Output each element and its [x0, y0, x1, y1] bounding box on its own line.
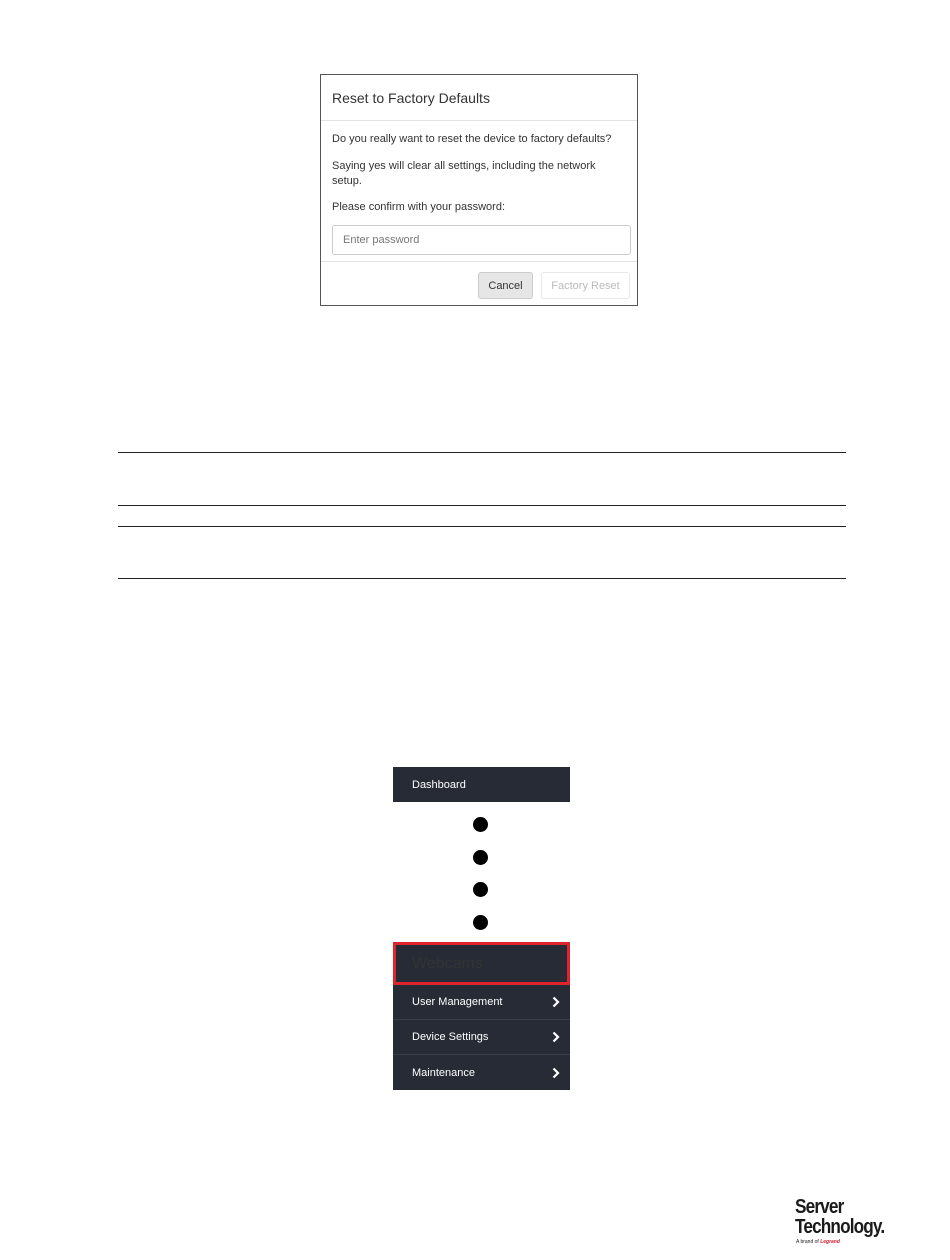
sidebar-item-device-settings[interactable] [393, 1020, 570, 1054]
sidebar-item-user-management[interactable] [393, 985, 570, 1019]
dialog-title: Reset to Factory Defaults [332, 90, 490, 106]
confirm-question: Do you really want to reset the device to factory defaults? [332, 133, 612, 145]
password-input[interactable] [332, 225, 631, 255]
chevron-right-icon [552, 996, 560, 1008]
sidebar-item-label: User Management [412, 996, 503, 1008]
table-rule [118, 505, 846, 506]
sidebar-item-label: Maintenance [412, 1066, 475, 1079]
cancel-button[interactable]: Cancel [478, 272, 533, 299]
logo-line-2: Technology. [795, 1216, 885, 1238]
sidebar-item-webcams[interactable] [393, 942, 570, 985]
warning-text: Saying yes will clear all settings, including the network setup. [332, 160, 596, 187]
sidebar-item-label: Webcams [412, 954, 483, 972]
factory-reset-dialog [320, 74, 638, 306]
sidebar-item-label: Dashboard [412, 778, 466, 791]
sidebar-item-maintenance[interactable] [393, 1055, 570, 1090]
dialog-body [321, 121, 637, 255]
logo-line-1: Server [795, 1196, 844, 1218]
server-technology-logo [795, 1196, 905, 1245]
table-rule [118, 526, 846, 527]
chevron-right-icon [552, 1031, 560, 1043]
password-prompt: Please confirm with your password: [332, 201, 506, 213]
dialog-footer [321, 261, 637, 305]
ellipsis-dot-icon [473, 882, 488, 897]
sidebar-item-label: Device Settings [412, 1031, 489, 1043]
table-rule-top [118, 452, 846, 453]
legrand-brand: Legrand [820, 1239, 840, 1245]
factory-reset-button[interactable]: Factory Reset [541, 272, 630, 299]
ellipsis-dot-icon [473, 817, 488, 832]
ellipsis-dot-icon [473, 915, 488, 930]
logo-tagline [796, 1239, 840, 1245]
logo-tagline-prefix: A brand of [796, 1239, 819, 1245]
dialog-header [321, 75, 637, 121]
chevron-right-icon [552, 1067, 560, 1079]
ellipsis-dot-icon [473, 850, 488, 865]
sidebar-item-dashboard[interactable] [393, 767, 570, 802]
table-rule-bottom [118, 578, 846, 579]
